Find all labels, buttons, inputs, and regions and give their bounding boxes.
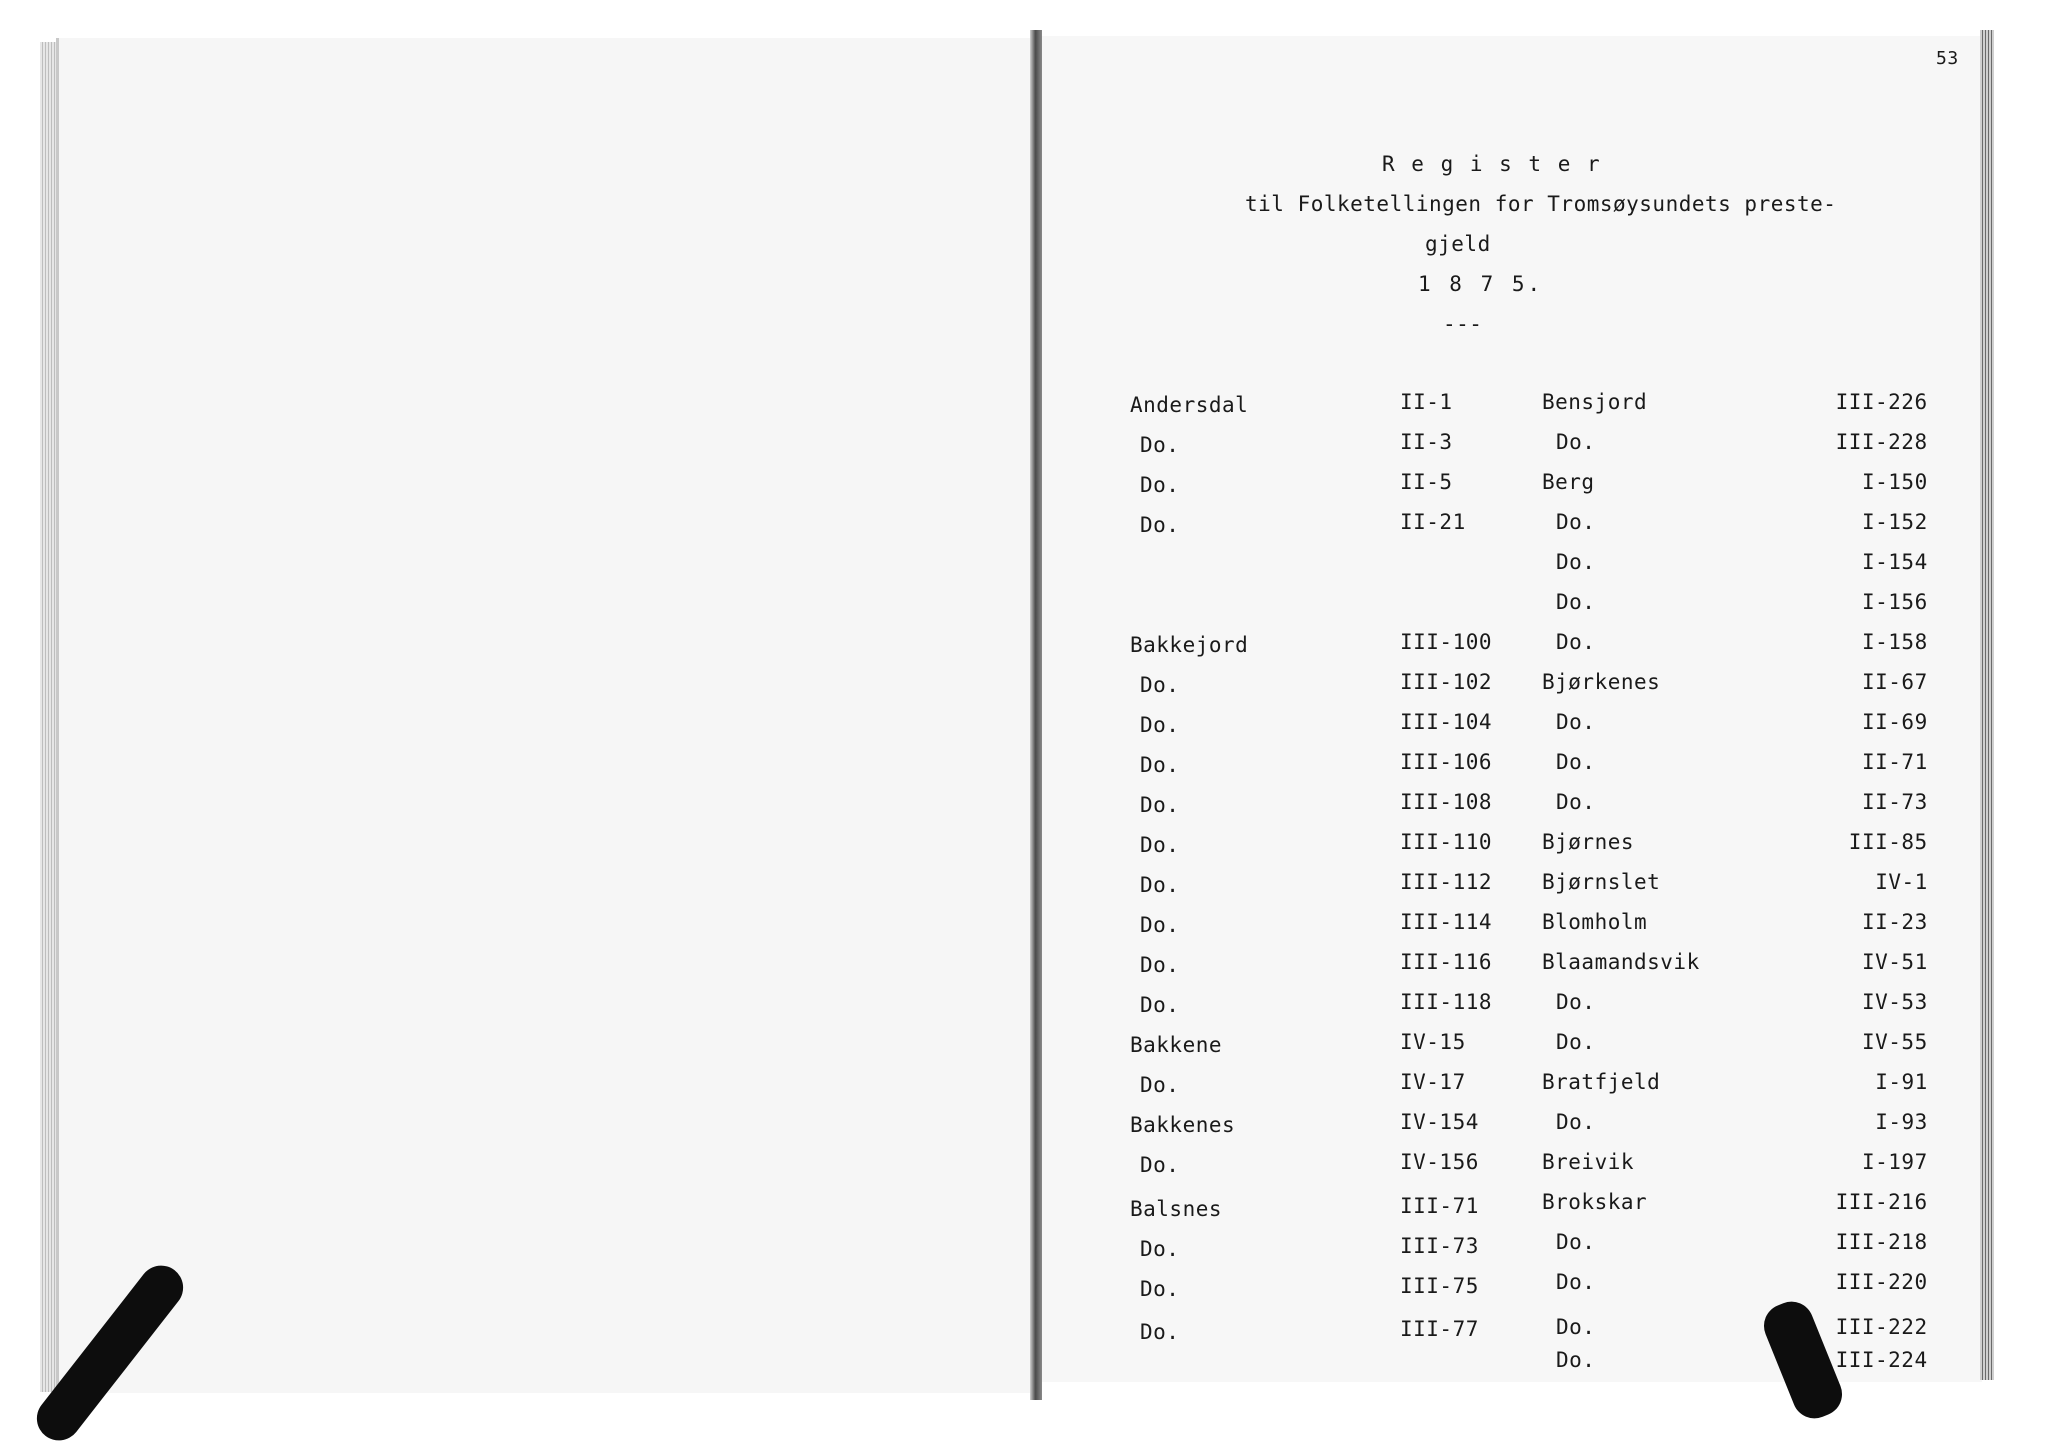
left-entry-place: Do. — [1140, 1320, 1180, 1344]
right-entry-ref: III-216 — [1835, 1190, 1928, 1214]
right-entry-place: Brokskar — [1542, 1190, 1648, 1214]
left-entry-place: Do. — [1140, 473, 1180, 497]
left-entry-place: Do. — [1140, 873, 1180, 897]
left-entry-ref: IV-156 — [1400, 1150, 1479, 1174]
left-entry-ref: III-118 — [1400, 990, 1493, 1014]
right-entry-place: Bjørnslet — [1542, 870, 1661, 894]
left-entry-ref: II-3 — [1400, 430, 1453, 454]
right-entry-place: Do. — [1556, 1110, 1596, 1134]
left-entry-place: Do. — [1140, 793, 1180, 817]
left-entry-ref: III-100 — [1400, 630, 1493, 654]
right-entry-ref: I-91 — [1875, 1070, 1928, 1094]
right-entry-ref: III-220 — [1835, 1270, 1928, 1294]
right-entry-ref: III-226 — [1835, 390, 1928, 414]
right-entry-ref: I-154 — [1862, 550, 1928, 574]
left-entry-ref: II-5 — [1400, 470, 1453, 494]
page-number: 53 — [1936, 48, 1959, 69]
left-entry-place: Do. — [1140, 953, 1180, 977]
right-register-page — [1042, 36, 1982, 1382]
right-entry-ref: II-69 — [1862, 710, 1928, 734]
right-entry-place: Bratfjeld — [1542, 1070, 1661, 1094]
right-page-edges — [1980, 30, 1994, 1380]
right-entry-ref: II-71 — [1862, 750, 1928, 774]
right-entry-ref: I-158 — [1862, 630, 1928, 654]
right-entry-place: Do. — [1556, 1348, 1596, 1372]
right-entry-ref: III-222 — [1835, 1315, 1928, 1339]
left-entry-place: Do. — [1140, 1237, 1180, 1261]
census-year: 1 8 7 5. — [1418, 272, 1544, 296]
right-entry-ref: III-85 — [1848, 830, 1928, 854]
right-entry-place: Do. — [1556, 710, 1596, 734]
left-entry-ref: II-1 — [1400, 390, 1453, 414]
right-entry-ref: I-156 — [1862, 590, 1928, 614]
left-entry-ref: IV-17 — [1400, 1070, 1466, 1094]
left-entry-place: Do. — [1140, 753, 1180, 777]
right-entry-ref: II-67 — [1862, 670, 1928, 694]
left-blank-page — [56, 38, 1039, 1393]
right-entry-place: Do. — [1556, 590, 1596, 614]
left-entry-place: Do. — [1140, 713, 1180, 737]
right-entry-place: Do. — [1556, 510, 1596, 534]
right-entry-place: Do. — [1556, 1270, 1596, 1294]
right-entry-ref: II-73 — [1862, 790, 1928, 814]
right-entry-place: Do. — [1556, 630, 1596, 654]
left-entry-place: Do. — [1140, 433, 1180, 457]
right-entry-place: Breivik — [1542, 1150, 1635, 1174]
left-entry-place: Do. — [1140, 1277, 1180, 1301]
left-entry-ref: IV-15 — [1400, 1030, 1466, 1054]
right-entry-ref: II-23 — [1862, 910, 1928, 934]
left-entry-ref: III-73 — [1400, 1234, 1479, 1258]
left-entry-ref: IV-154 — [1400, 1110, 1479, 1134]
right-entry-ref: IV-1 — [1875, 870, 1928, 894]
right-entry-place: Do. — [1556, 790, 1596, 814]
right-entry-ref: I-152 — [1862, 510, 1928, 534]
left-entry-place: Do. — [1140, 833, 1180, 857]
left-entry-place: Bakkene — [1130, 1033, 1223, 1057]
right-entry-place: Do. — [1556, 1315, 1596, 1339]
left-entry-ref: III-106 — [1400, 750, 1493, 774]
right-entry-place: Bjørkenes — [1542, 670, 1661, 694]
right-entry-ref: III-224 — [1835, 1348, 1928, 1372]
left-entry-ref: III-71 — [1400, 1194, 1479, 1218]
book-gutter — [1030, 30, 1042, 1400]
right-entry-place: Do. — [1556, 430, 1596, 454]
left-entry-place: Do. — [1140, 993, 1180, 1017]
right-entry-place: Blomholm — [1542, 910, 1648, 934]
left-entry-ref: III-110 — [1400, 830, 1493, 854]
right-entry-ref: IV-53 — [1862, 990, 1928, 1014]
left-entry-ref: III-112 — [1400, 870, 1493, 894]
left-entry-ref: II-21 — [1400, 510, 1466, 534]
left-entry-place: Do. — [1140, 913, 1180, 937]
left-entry-place: Do. — [1140, 513, 1180, 537]
right-entry-place: Do. — [1556, 750, 1596, 774]
right-entry-place: Blaamandsvik — [1542, 950, 1700, 974]
right-entry-place: Do. — [1556, 990, 1596, 1014]
header-separator: --- — [1443, 312, 1483, 336]
right-entry-ref: I-150 — [1862, 470, 1928, 494]
left-entry-ref: III-102 — [1400, 670, 1493, 694]
left-entry-ref: III-114 — [1400, 910, 1493, 934]
right-entry-ref: III-218 — [1835, 1230, 1928, 1254]
left-entry-place: Andersdal — [1130, 393, 1249, 417]
right-entry-place: Do. — [1556, 1230, 1596, 1254]
right-entry-ref: I-93 — [1875, 1110, 1928, 1134]
register-subtitle-line2: gjeld — [1425, 232, 1491, 256]
left-entry-ref: III-77 — [1400, 1317, 1479, 1341]
right-entry-place: Do. — [1556, 550, 1596, 574]
left-entry-place: Balsnes — [1130, 1197, 1223, 1221]
left-entry-place: Bakkejord — [1130, 633, 1249, 657]
left-entry-place: Do. — [1140, 1073, 1180, 1097]
left-entry-ref: III-75 — [1400, 1274, 1479, 1298]
right-entry-ref: I-197 — [1862, 1150, 1928, 1174]
right-entry-ref: IV-51 — [1862, 950, 1928, 974]
right-entry-place: Bensjord — [1542, 390, 1648, 414]
right-entry-ref: IV-55 — [1862, 1030, 1928, 1054]
register-title: R e g i s t e r — [1382, 152, 1602, 176]
left-entry-ref: III-108 — [1400, 790, 1493, 814]
right-entry-place: Berg — [1542, 470, 1595, 494]
left-entry-place: Do. — [1140, 673, 1180, 697]
right-entry-ref: III-228 — [1835, 430, 1928, 454]
left-entry-ref: III-116 — [1400, 950, 1493, 974]
register-subtitle-line1: til Folketellingen for Tromsøysundets preste- — [1245, 192, 1837, 216]
right-entry-place: Bjørnes — [1542, 830, 1635, 854]
right-entry-place: Do. — [1556, 1030, 1596, 1054]
left-entry-place: Bakkenes — [1130, 1113, 1236, 1137]
left-entry-place: Do. — [1140, 1153, 1180, 1177]
left-entry-ref: III-104 — [1400, 710, 1493, 734]
